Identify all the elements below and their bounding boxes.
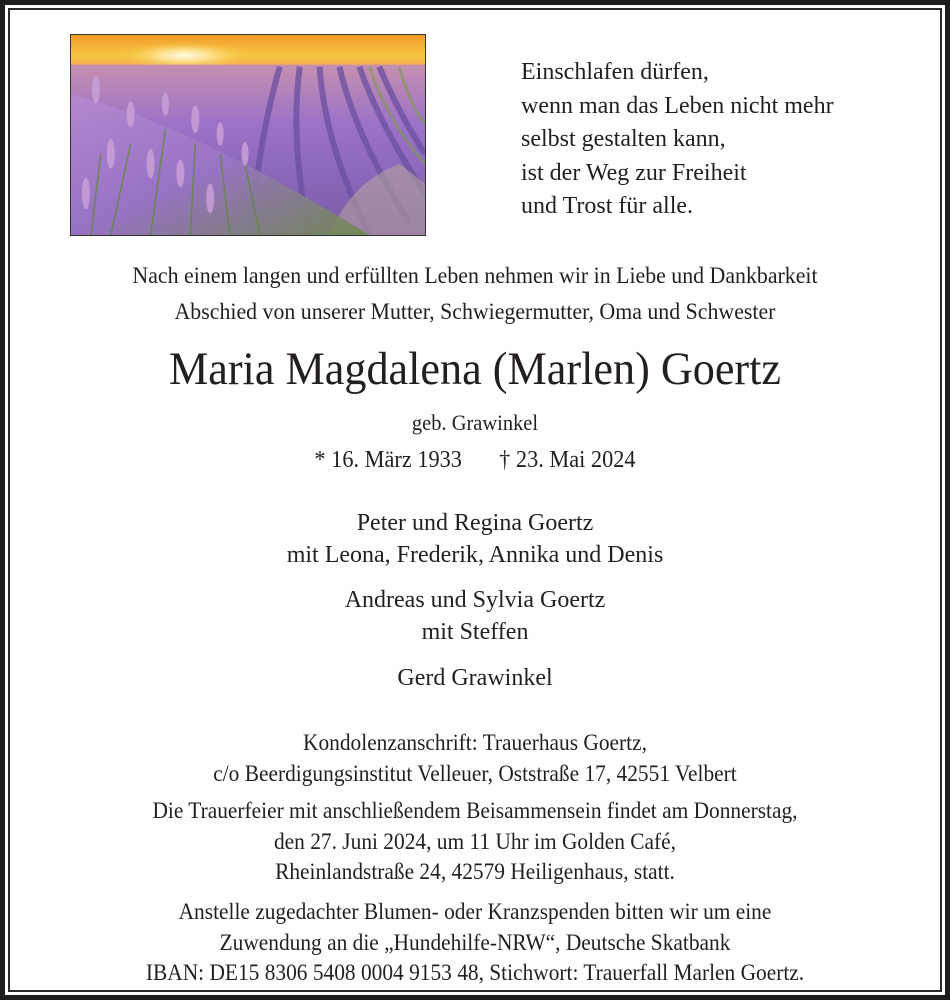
family-line: mit Steffen <box>421 619 529 645</box>
service-line: Die Trauerfeier mit anschließendem Beisammensein findet am Donnerstag, <box>152 798 798 823</box>
funeral-service-info <box>33 796 917 888</box>
poem-line: selbst gestalten kann, <box>521 126 726 152</box>
poem <box>521 56 834 224</box>
family-group <box>0 584 950 648</box>
lavender-sunset-image <box>71 35 425 235</box>
family-group <box>0 507 950 571</box>
maiden-name: geb. Grawinkel <box>411 410 539 435</box>
condolence-line: Kondolenzanschrift: Trauerhaus Goertz, <box>303 730 647 755</box>
intro-line: Abschied von unserer Mutter, Schwiegermutter, Oma und Schwester <box>174 299 776 325</box>
poem-line: und Trost für alle. <box>521 193 694 219</box>
family-line: Gerd Grawinkel <box>397 665 553 691</box>
life-dates <box>33 444 917 476</box>
poem-line: ist der Weg zur Freiheit <box>521 159 747 186</box>
donation-line: IBAN: DE15 8306 5408 0004 9153 48, Stichwort: Trauerfall Marlen Goertz. <box>145 960 805 985</box>
family-group <box>0 662 950 694</box>
intro-text <box>33 258 917 330</box>
service-line: Rheinlandstraße 24, 42579 Heiligenhaus, statt. <box>275 859 675 884</box>
deceased-name: Maria Magdalena (Marlen) Goertz <box>168 343 782 395</box>
death-date: † 23. Mai 2024 <box>499 447 636 473</box>
donation-line: Zuwendung an die „Hundehilfe-NRW“, Deutsche Skatbank <box>219 929 731 955</box>
donation-line: Anstelle zugedachter Blumen- oder Kranzspenden bitten wir um eine <box>178 899 772 924</box>
intro-line: Nach einem langen und erfüllten Leben nehmen wir in Liebe und Dankbarkeit <box>132 263 818 289</box>
condolence-address <box>33 728 917 789</box>
family-line: Peter und Regina Goertz <box>356 510 594 536</box>
lavender-field-photo <box>70 34 426 236</box>
condolence-line: c/o Beerdigungsinstitut Velleuer, Oststraße 17, 42551 Velbert <box>213 760 737 786</box>
poem-line: Einschlafen dürfen, <box>521 59 709 85</box>
service-line: den 27. Juni 2024, um 11 Uhr im Golden Café, <box>273 828 676 854</box>
family-line: Andreas und Sylvia Goertz <box>344 587 606 613</box>
donation-request <box>33 897 917 989</box>
family-line: mit Leona, Frederik, Annika und Denis <box>286 542 664 568</box>
birth-date: * 16. März 1933 <box>314 447 462 473</box>
poem-line: wenn man das Leben nicht mehr <box>521 92 834 119</box>
